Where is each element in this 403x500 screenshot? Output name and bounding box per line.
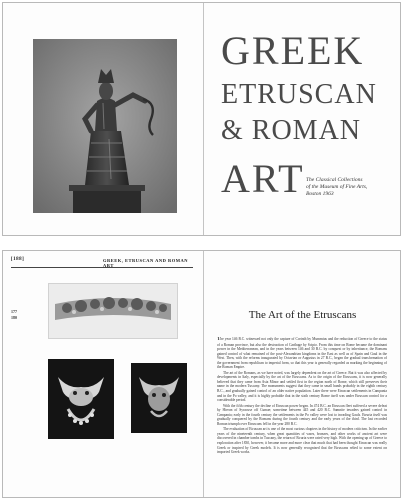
body-paragraph: The art of the Romans, as we have noted, was largely dependent on the art of Greece. But it was also affected by developments in Italy, especially by the art of the Etruscans. As to the origin of the Etruscans, it is now generally believed that they came from Asia Minor and settled first in the region north of Rome, which still preserves their name in the modern Tuscany. The monuments suggest that they came in small bands probably in the eighth century B.C., and gradually gained control of an older native population. Later there were Etruscan settlements in Campania and in the Po valley, and it is highly probable that in the sixth century Rome itself was under Etruscan control for a considerable period. [217, 370, 387, 403]
interior-spread [2, 250, 401, 498]
page-number: [188] [11, 257, 25, 262]
book-gutter [203, 251, 204, 497]
subtitle-museum: of the Museum of Fine Arts, [306, 184, 368, 190]
title-line-etruscan: ETRUSCAN [221, 79, 377, 110]
subtitle-collections: The Classical Collections [306, 177, 363, 183]
figure-number-2: 180 [11, 315, 17, 320]
title-line-greek: GREEK [221, 28, 365, 73]
chapter-body-text [217, 337, 387, 493]
book-gutter [203, 3, 204, 235]
chapter-title: The Art of the Etruscans [248, 309, 357, 321]
title-line-art: ART [221, 156, 305, 201]
statuette-photo [33, 39, 177, 213]
body-paragraph: The year 146 B.C. witnessed not only the capture of Corinth by Mummius and the reduction of Greece to the status of a Roman province, but also the destruction of Carthage by Scipio. From this time on Rome became the dominant power in the Mediterranean, and in the years between 146 and 30 B.C. by conquest or by inheritance, the Romans gained control of what remained of the post-Alexandrian kingdoms in the East as well as of Spain and Gaul in the West. Then, with the reforms inaugurated by Octavian or Augustus in 27 B.C., began the gradual transformation of the government from republican to imperial form, so that this year is generally regarded as marking the beginning of the Roman Empire. [217, 337, 387, 370]
gold-diadem-photo [48, 283, 178, 339]
figure-number-1: 177 [11, 309, 17, 314]
animal-head-ornament-photo [131, 363, 187, 433]
body-paragraph: With the fifth century the decline of Etruscan power began. In 474 B.C. an Etruscan fleet suffered a severe defeat by Hieron of Syracuse off Cumae; sometime between 445 and 420 B.C. Samnite invaders gained control in Campania; early in the fourth century the settlements in the Po valley were lost to invading Gauls. Etruria itself was gradually conquered by the Romans during the fourth century and the early years of the third. The last recorded Roman triumph over Etruscans fell in the year 280 B.C. [217, 403, 387, 426]
running-head-text: GREEK, ETRUSCAN AND ROMAN ART [103, 258, 189, 268]
bull-head-pendant-photo [48, 359, 114, 439]
running-head-title [13, 257, 194, 267]
title-spread [2, 2, 401, 236]
title-line-roman: & ROMAN [221, 115, 362, 146]
subtitle-place-year: Boston 1963 [306, 191, 334, 197]
body-paragraph: The evaluation of Etruscan art is one of the most curious chapters in the history of modern criticism. In the earlier years of the nineteenth century, when great quantities of vases, bronzes, and other works of ancient art were discovered in chamber tombs in Tuscany, the return of Etruria were rated very high. With the opening up of Greece to exploration after 1830, however, it became more and more clear that much that had been thought Etruscan was really Greek or inspired by Greek models. It is now generally recognized that the Etruscans relied to some extent on imported Greek works. [217, 427, 387, 455]
